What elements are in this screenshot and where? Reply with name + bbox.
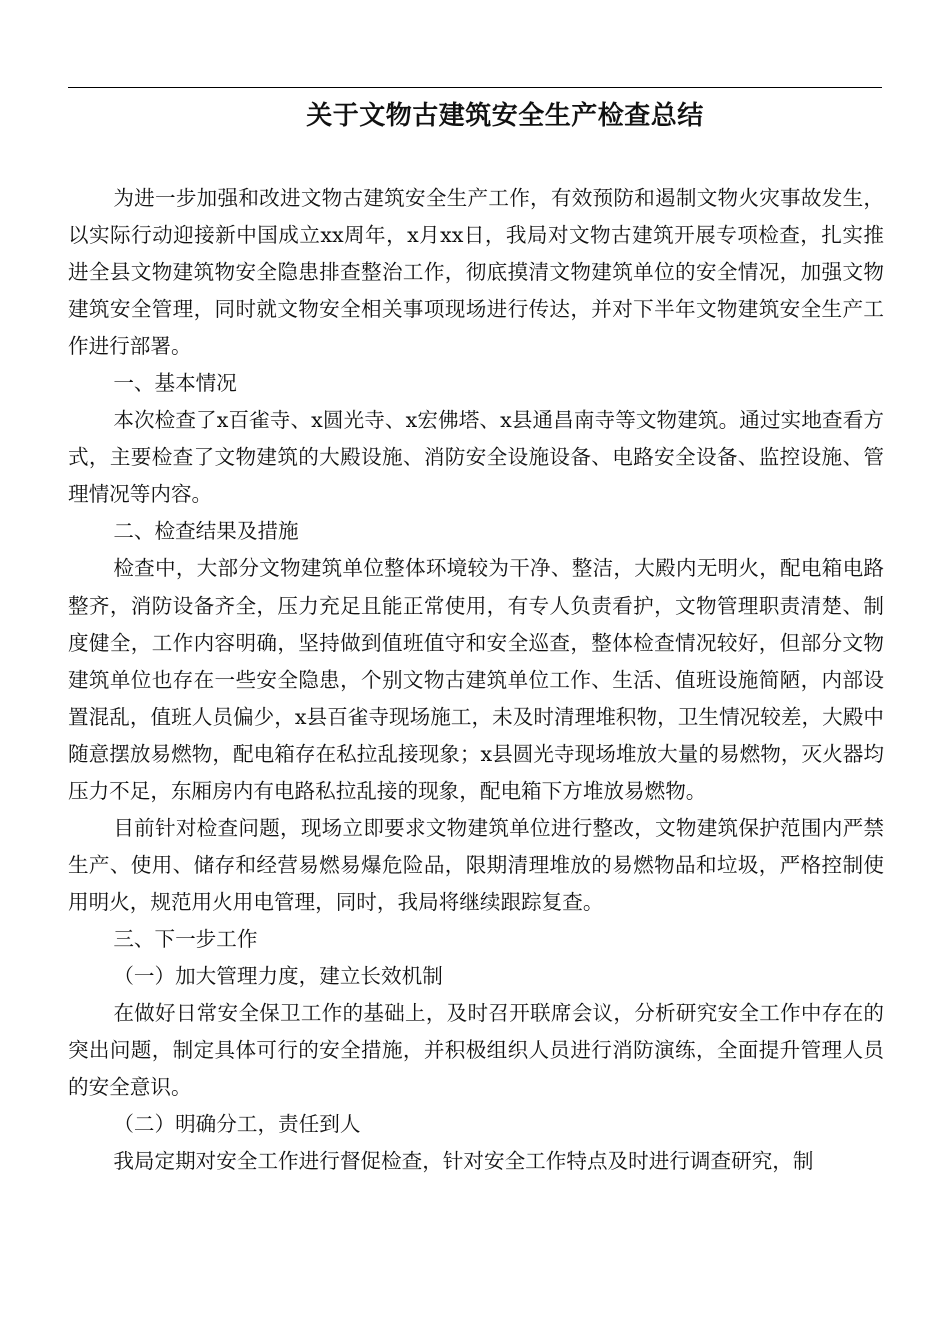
subheading-strengthen-management: （一）加大管理力度，建立长效机制 — [113, 963, 443, 988]
document-title: 关于文物古建筑安全生产检查总结 — [306, 101, 704, 131]
subheading-clarify-responsibility: （二）明确分工，责任到人 — [113, 1112, 361, 1137]
section-heading-results-measures: 二、检查结果及措施 — [113, 519, 299, 544]
header-rule — [68, 87, 882, 88]
document-body — [68, 180, 884, 1180]
rectification-paragraph: 目前针对检查问题，现场立即要求文物建筑单位进行整改，文物建筑保护范围内严禁生产、使用、储存和经营易燃易爆危险品，限期清理堆放的易燃物品和垃圾，严格控制使用明火，规范用火用电管理，同时，我局将继续跟踪复查。 — [68, 815, 884, 914]
clarify-responsibility-paragraph: 我局定期对安全工作进行督促检查，针对安全工作特点及时进行调查研究，制 — [113, 1149, 814, 1174]
section-heading-basic-situation: 一、基本情况 — [113, 371, 237, 396]
intro-paragraph: 为进一步加强和改进文物古建筑安全生产工作，有效预防和遏制文物火灾事故发生，以实际行动迎接新中国成立xx周年，x月xx日，我局对文物古建筑开展专项检查，扎实推进全县文物建筑物安全隐患排查整治工作，彻底摸清文物建筑单位的安全情况，加强文物建筑安全管理，同时就文物安全相关事项现场进行传达，并对下半年文物建筑安全生产工作进行部署。 — [68, 186, 884, 359]
inspection-findings-paragraph: 检查中，大部分文物建筑单位整体环境较为干净、整洁，大殿内无明火，配电箱电路整齐，消防设备齐全，压力充足且能正常使用，有专人负责看护，文物管理职责清楚、制度健全，工作内容明确，坚持做到值班值守和安全巡查，整体检查情况较好，但部分文物建筑单位也存在一些安全隐患，个别文物古建筑单位工作、生活、值班设施简陋，内部设置混乱，值班人员偏少，x县百雀寺现场施工，未及时清理堆积物，卫生情况较差，大殿中随意摆放易燃物，配电箱存在私拉乱接现象；x县圆光寺现场堆放大量的易燃物，灭火器均压力不足，东厢房内有电路私拉乱接的现象，配电箱下方堆放易燃物。 — [68, 556, 884, 803]
basic-situation-paragraph: 本次检查了x百雀寺、x圆光寺、x宏佛塔、x县通昌南寺等文物建筑。通过实地查看方式，主要检查了文物建筑的大殿设施、消防安全设施设备、电路安全设备、监控设施、管理情况等内容。 — [68, 408, 884, 507]
strengthen-management-paragraph: 在做好日常安全保卫工作的基础上，及时召开联席会议，分析研究安全工作中存在的突出问题，制定具体可行的安全措施，并积极组织人员进行消防演练，全面提升管理人员的安全意识。 — [68, 1001, 884, 1100]
section-heading-next-steps: 三、下一步工作 — [113, 926, 258, 951]
